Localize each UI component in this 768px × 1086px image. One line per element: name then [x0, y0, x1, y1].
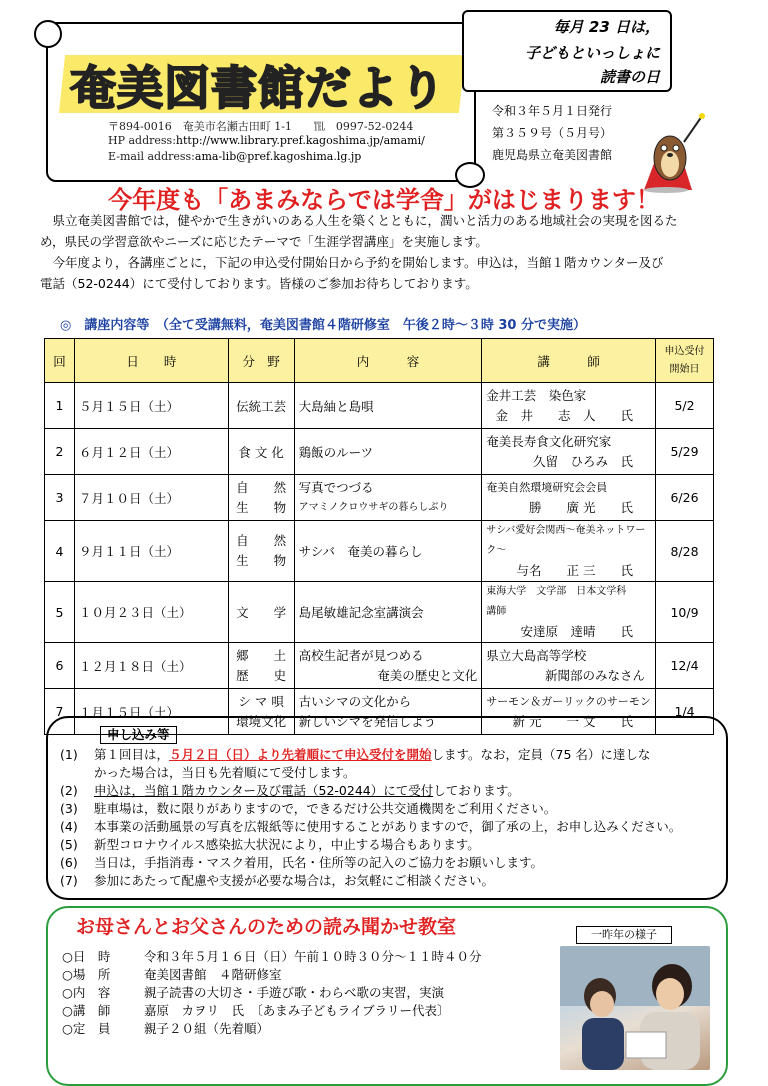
intro-line: 県立奄美図書館では，健やかで生きがいのある人生を築くとともに，潤いと活力のある地域社会の実現を図るた [40, 213, 678, 228]
issue-date: 令和３年５月１日発行 [492, 104, 613, 118]
note-text: 本事業の活動風景の写真を広報紙等に使用することがありますので，御了承の上，お申し込みください。 [94, 819, 682, 834]
note-num: (1) [60, 747, 78, 762]
cell-lecturer [482, 643, 656, 689]
scroll-curl-top [34, 20, 62, 48]
address-line: 〒894-0016 奄美市名瀬古田町 1-1 ℡ 0997-52-0244 [108, 120, 414, 133]
lecturer-affiliation: 県立大島高等学校 [486, 647, 587, 663]
note-num: (2) [60, 783, 78, 798]
hp-link[interactable]: http://www.library.pref.kagoshima.jp/amami/ [175, 134, 425, 147]
slogan-line-3: 読書の日 [599, 68, 660, 86]
note-item [60, 764, 356, 781]
content-line: 古いシマの文化から [298, 693, 412, 709]
issue-number: 第３５９号（５月号） [492, 126, 613, 140]
col-header-start [656, 339, 714, 383]
cell-no: 7 [45, 689, 75, 735]
cell-field: 伝統工芸 [228, 383, 294, 429]
lecturer-affiliation: 奄美自然環境研究会会員 [486, 480, 608, 494]
event-label: ○場 所 [62, 967, 111, 982]
lecturer-affiliation: サシバ愛好会関西～奄美ネットワーク～ [486, 525, 646, 556]
photo-people-icon [560, 946, 710, 1070]
note-text: 第１回目は， [94, 747, 170, 762]
slogan-line-1: 毎月 23 日は， [553, 18, 660, 36]
lecturer-name: 安達原 達晴 氏 [520, 624, 633, 639]
cell-field [228, 643, 294, 689]
cell-date: １０月２３日（土） [74, 582, 228, 643]
lecturer-name: 久留 ひろみ 氏 [532, 453, 633, 469]
cell-start: 10/9 [656, 582, 714, 643]
col-header-content: 内 容 [294, 339, 482, 383]
note-num: (4) [60, 819, 78, 834]
cell-date: １２月１８日（土） [74, 643, 228, 689]
cell-lecturer [482, 383, 656, 429]
lecturer-affiliation: 金井工芸 染色家 [486, 387, 587, 403]
hp-label: HP address: [108, 134, 176, 147]
email-link[interactable]: ama-lib@pref.kagoshima.lg.jp [194, 150, 362, 163]
slogan-line-2: 子どもといっしょに [524, 44, 660, 62]
intro-line: め，県民の学習意欲やニーズに応じたテーマで「生涯学習講座」を実施します。 [40, 234, 488, 249]
cell-lecturer [482, 582, 656, 643]
col-header-lecturer: 講 師 [482, 339, 656, 383]
event-label: ○日 時 [62, 949, 111, 964]
cell-content: 大島紬と島唄 [294, 383, 482, 429]
table-row [45, 475, 714, 521]
col-header-field: 分 野 [228, 339, 294, 383]
cell-field: 食 文 化 [228, 429, 294, 475]
note-num: (7) [60, 873, 78, 888]
note-item [60, 872, 494, 889]
course-schedule-table [44, 338, 714, 735]
cell-content [294, 475, 482, 521]
table-row [45, 383, 714, 429]
content-line: 写真でつづる [298, 479, 374, 495]
photo-caption: 一昨年の様子 [576, 926, 672, 944]
cell-no: 2 [45, 429, 75, 475]
content-line: アマミノクロウサギの暮らしぶり [298, 501, 449, 513]
field-line: 環境文化 [236, 713, 287, 729]
lecturer-name: 金 井 志 人 氏 [495, 407, 633, 423]
event-line [62, 984, 444, 1001]
field-line: 郷 土 [236, 647, 287, 663]
col-header-start-line1: 申込受付 [664, 345, 705, 357]
cell-date: ６月１２日（土） [74, 429, 228, 475]
table-row [45, 429, 714, 475]
event-label: ○講 師 [62, 1003, 111, 1018]
course-caption: ◎ 講座内容等 （全て受講無料，奄美図書館４階研修室 午後２時～３時 30 分で実施） [60, 318, 586, 333]
note-item [60, 800, 556, 817]
event-title: お母さんとお父さんのための読み聞かせ教室 [76, 916, 457, 938]
lecturer-name: 新聞部のみなさん [544, 667, 645, 683]
newsletter-title: 奄美図書館だより [70, 61, 446, 115]
cell-lecturer [482, 521, 656, 582]
event-value: 令和３年５月１６日（日）午前１０時３０分～１１時４０分 [144, 949, 482, 964]
event-label: ○定 員 [62, 1021, 111, 1036]
note-text: しております。 [433, 783, 520, 798]
cell-field [228, 475, 294, 521]
cell-date: ９月１１日（土） [74, 521, 228, 582]
headline: 今年度も「あまみならでは学舎」がはじまります！ [108, 186, 660, 214]
note-item [60, 782, 520, 799]
field-line: 自 然 [236, 479, 287, 495]
note-underlined: 申込は，当館１階カウンター及び電話（52-0244）にて受付 [94, 783, 434, 798]
note-item [60, 836, 480, 853]
content-line: 高校生記者が見つめる [298, 647, 424, 663]
lecturer-name: 新 元 一 文 氏 [512, 713, 633, 729]
note-text: 駐車場は，数に限りがありますので，できるだけ公共交通機関をご利用ください。 [94, 801, 557, 816]
email-label: E-mail address: [108, 150, 195, 163]
event-photo [560, 946, 710, 1070]
intro-line: 今年度より，各講座ごとに，下記の申込受付開始日から予約を開始します。申込は，当館１階カウンター及び [40, 255, 664, 270]
table-row [45, 582, 714, 643]
field-line: 歴 史 [236, 667, 287, 683]
note-text: 参加にあたって配慮や支援が必要な場合は，お気軽にご相談ください。 [94, 873, 495, 888]
cell-lecturer [482, 475, 656, 521]
event-value: 親子読書の大切さ・手遊び歌・わらべ歌の実習，実演 [144, 985, 445, 1000]
cell-start: 5/29 [656, 429, 714, 475]
event-value: 奄美図書館 ４階研修室 [144, 967, 282, 982]
event-line [62, 1002, 450, 1019]
cell-start: 1/4 [656, 689, 714, 735]
note-text: 当日は，手指消毒・マスク着用，氏名・住所等の記入のご協力をお願いします。 [94, 855, 544, 870]
cell-lecturer [482, 429, 656, 475]
event-line [62, 1020, 269, 1037]
cell-start: 5/2 [656, 383, 714, 429]
lecturer-affiliation: 奄美長寿食文化研究家 [486, 433, 612, 449]
cell-content: 鶏飯のルーツ [294, 429, 482, 475]
note-highlight: ５月２日（日）より先着順にて申込受付を開始 [169, 747, 432, 762]
table-header-row [45, 339, 714, 383]
note-num: (5) [60, 837, 78, 852]
cell-content: 島尾敏雄記念室講演会 [294, 582, 482, 643]
field-line: 生 物 [236, 553, 287, 568]
hp-line [108, 134, 425, 147]
cell-no: 3 [45, 475, 75, 521]
lecturer-name: 与名 正 三 氏 [516, 563, 633, 578]
lecturer-name: 勝 廣 光 氏 [529, 499, 633, 515]
table-row [45, 521, 714, 582]
cell-no: 5 [45, 582, 75, 643]
content-line: 奄美の歴史と文化 [377, 667, 478, 683]
field-line: 自 然 [236, 533, 287, 548]
event-label: ○内 容 [62, 985, 111, 1000]
event-line [62, 966, 282, 983]
lecturer-affiliation: 東海大学 文学部 日本文学科 講師 [486, 586, 647, 617]
note-text: します。なお，定員（75 名）に達しな [431, 747, 651, 762]
content-line: 新しいシマを発信しよう [298, 713, 437, 729]
cell-start: 12/4 [656, 643, 714, 689]
note-num: (3) [60, 801, 78, 816]
event-value: 親子２０組（先着順） [144, 1021, 270, 1036]
note-item [60, 818, 681, 835]
note-text: かった場合は，当日も先着順にて受付します。 [94, 765, 356, 780]
publisher: 鹿児島県立奄美図書館 [492, 148, 613, 162]
col-header-date: 日 時 [74, 339, 228, 383]
note-num: (6) [60, 855, 78, 870]
lecturer-affiliation: サーモン＆ガーリックのサーモン [486, 694, 651, 708]
col-header-start-line2: 開始日 [669, 363, 700, 375]
cell-field: 文 学 [228, 582, 294, 643]
note-item [60, 746, 650, 763]
cell-no: 6 [45, 643, 75, 689]
col-header-no: 回 [45, 339, 75, 383]
note-item [60, 854, 543, 871]
cell-start: 6/26 [656, 475, 714, 521]
cell-content: サシバ 奄美の暮らし [294, 521, 482, 582]
intro-line: 電話（52-0244）にて受付しております。皆様のご参加お待ちしております。 [40, 276, 478, 291]
cell-date: ７月１０日（土） [74, 475, 228, 521]
event-value: 嘉原 カヲリ 氏 〔あまみ子どもライブラリー代表〕 [144, 1003, 450, 1018]
note-text: 新型コロナウイルス感染拡大状況により，中止する場合もあります。 [94, 837, 480, 852]
cell-date: ５月１５日（土） [74, 383, 228, 429]
notes-title: 申し込み等 [100, 726, 177, 744]
cell-no: 4 [45, 521, 75, 582]
cell-content [294, 643, 482, 689]
cell-no: 1 [45, 383, 75, 429]
intro-paragraph [40, 210, 740, 294]
table-row [45, 643, 714, 689]
field-line: シ マ 唄 [238, 693, 284, 709]
cell-field [228, 521, 294, 582]
email-line [108, 150, 361, 163]
event-line [62, 948, 482, 965]
cell-start: 8/28 [656, 521, 714, 582]
field-line: 生 物 [236, 499, 287, 515]
cell-date: １月１５日（土） [74, 689, 228, 735]
